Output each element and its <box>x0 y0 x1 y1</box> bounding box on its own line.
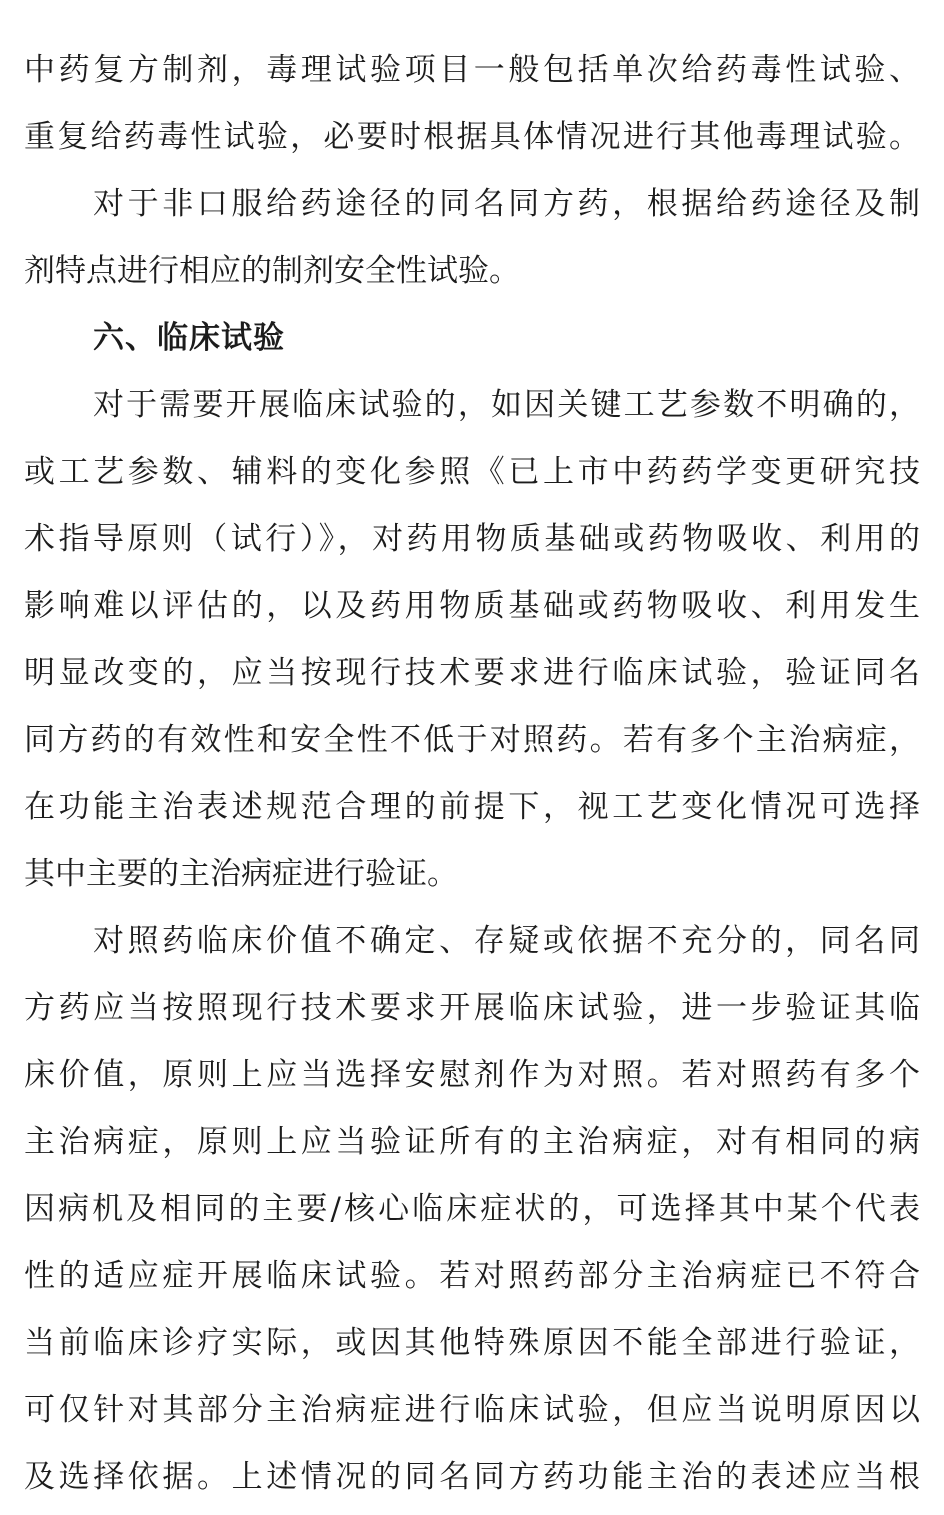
text-line: 当前临床诊疗实际，或因其他特殊原因不能全部进行验证， <box>24 1325 920 1361</box>
text-line: 剂特点进行相应的制剂安全性试验。 <box>24 253 520 289</box>
text-line: 对于需要开展临床试验的，如因关键工艺参数不明确的， <box>93 387 920 423</box>
text-line: 主治病症，原则上应当验证所有的主治病症，对有相同的病 <box>24 1124 920 1160</box>
text-line: 方药应当按照现行技术要求开展临床试验，进一步验证其临 <box>24 990 920 1026</box>
text-line: 在功能主治表述规范合理的前提下，视工艺变化情况可选择 <box>24 789 920 825</box>
text-line: 对照药临床价值不确定、存疑或依据不充分的，同名同 <box>93 923 920 959</box>
text-line: 中药复方制剂，毒理试验项目一般包括单次给药毒性试验、 <box>24 52 920 88</box>
text-line: 明显改变的，应当按现行技术要求进行临床试验，验证同名 <box>24 655 920 691</box>
text-line: 同方药的有效性和安全性不低于对照药。若有多个主治病症， <box>24 722 920 758</box>
text-line: 床价值，原则上应当选择安慰剂作为对照。若对照药有多个 <box>24 1057 920 1093</box>
text-line: 其中主要的主治病症进行验证。 <box>24 856 458 892</box>
text-line: 术指导原则（试行）》，对药用物质基础或药物吸收、利用的 <box>24 521 920 557</box>
text-line: 可仅针对其部分主治病症进行临床试验，但应当说明原因以 <box>24 1392 920 1428</box>
text-line: 影响难以评估的，以及药用物质基础或药物吸收、利用发生 <box>24 588 920 624</box>
text-line: 或工艺参数、辅料的变化参照《已上市中药药学变更研究技 <box>24 454 920 490</box>
section-heading: 六、临床试验 <box>93 320 285 356</box>
text-line: 对于非口服给药途径的同名同方药，根据给药途径及制 <box>93 186 920 222</box>
text-line: 因病机及相同的主要/核心临床症状的，可选择其中某个代表 <box>24 1191 920 1227</box>
text-line: 性的适应症开展临床试验。若对照药部分主治病症已不符合 <box>24 1258 920 1294</box>
text-line: 及选择依据。上述情况的同名同方药功能主治的表述应当根 <box>24 1459 920 1495</box>
text-line: 重复给药毒性试验，必要时根据具体情况进行其他毒理试验。 <box>24 119 920 155</box>
